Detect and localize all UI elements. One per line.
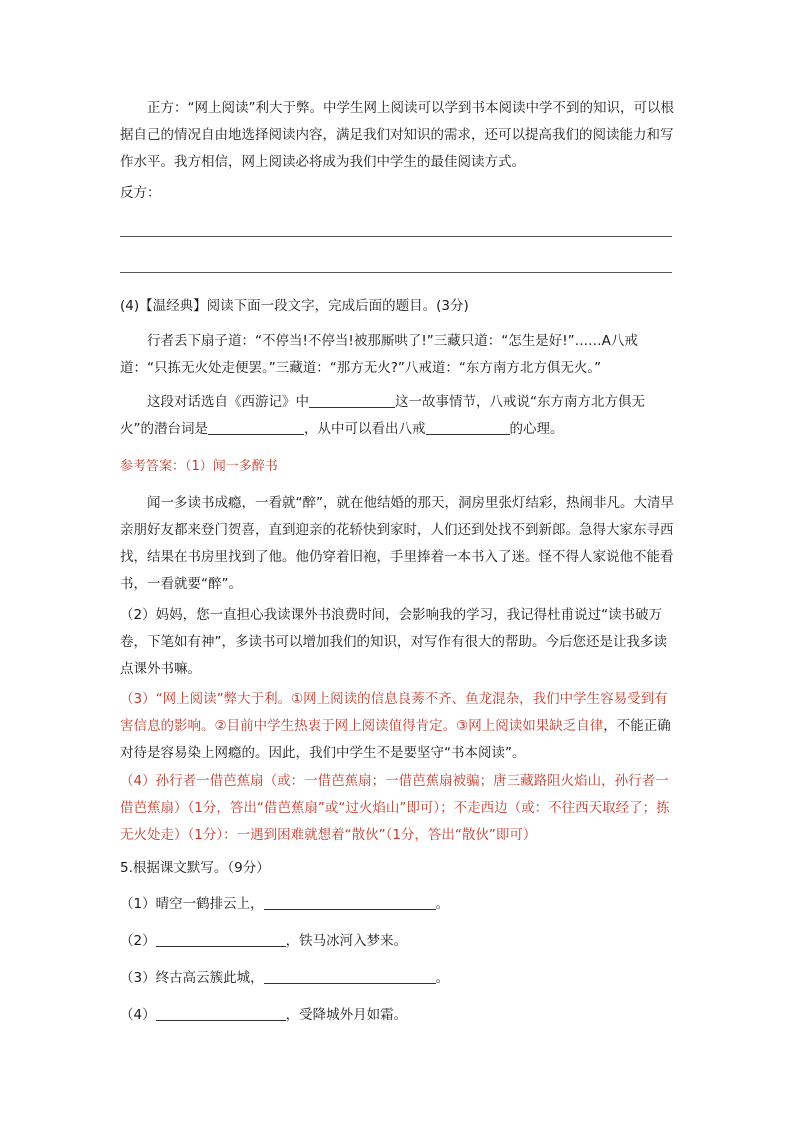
answer-2-text: （2）妈妈，您一直担心我读课外书浪费时间，会影响我的学习，我记得杜甫说过“读书破万卷，下笔如有神”，多读书可以增加我们的知识，对写作有很大的帮助。今后您还是让我多读点课外书嘛。 [120,607,667,677]
answers-label: 参考答案：（1）闻一多醉书 [120,459,278,474]
q5-item-4 [120,1002,675,1029]
answer-1-text: 闻一多读书成瘾，一看就“醉”，就在他结婚的那天，洞房里张灯结彩，热闹非凡。大清早亲朋好友都来登门贺喜，直到迎亲的花轿快到家时，人们还到处找不到新郎。急得大家东寻西找，结果在书房里找到了他。他仍穿着旧袍，手里捧着一本书入了迷。怪不得人家说他不能看书，一看就要“醉”。 [120,495,674,592]
pro-side-paragraph: 正方：“网上阅读”利大于弊。中学生网上阅读可以学到书本阅读中学不到的知识，可以根据自己的情况自由地选择阅读内容，满足我们对知识的需求，还可以提高我们的阅读能力和写作水平。我方相信，网上阅读必将成为我们中学生的最佳阅读方式。 [120,100,674,170]
q4-question-part2: 这一故事情节，八戒说“东方南方北方俱无火”的潜台词是 [120,394,645,437]
q5-blank-3[interactable] [264,969,436,984]
answer-line-2 [120,272,672,273]
q4-question-part4: 的心理。 [509,421,564,437]
q4-question [120,389,675,443]
q5-item-3-post: 。 [435,970,450,986]
blank-story[interactable] [309,393,395,408]
q5-item-2 [120,928,675,955]
q5-item-2-pre: （2） [120,933,156,949]
q5-item-3 [120,965,675,992]
q5-blank-2[interactable] [156,932,286,947]
q5-item-1-post: 。 [435,896,450,912]
answer-3-red-text: （3）“网上阅读”弊大于利。①网上阅读的信息良莠不齐、鱼龙混杂，我们中学生容易受到有害信息的影响。②目前中学生热衷于网上阅读值得肯定。③网上阅读如果缺乏自律 [120,691,668,734]
con-side-label: 反方： [120,185,161,201]
q4-heading: (4)【温经典】阅读下面一段文字，完成后面的题目。(3分) [120,298,469,314]
answer-line-1 [120,236,672,237]
q5-item-4-post: ，受降城外月如霜。 [285,1007,408,1023]
blank-subtext[interactable] [208,420,304,435]
blank-mindset[interactable] [426,420,510,435]
q4-question-part3: ，从中可以看出八戒 [304,421,426,437]
answer-3-text [120,686,675,767]
q4-passage: 行者丢下扇子道：“不停当!不停当!被那厮哄了!”三藏只道：“怎生是好!”……A八戒道：“只拣无火处走便罢。”三藏道：“那方无火?”八戒道：“东方南方北方俱无火。” [120,333,638,376]
answer-3-black-text: ，不能正确对待是容易染上网瘾的。因此，我们中学生不是要坚守“书本阅读”。 [120,718,671,761]
answer-4-text: （4）孙行者一借芭蕉扇（或：一借芭蕉扇；一借芭蕉扇被骗；唐三藏路阻火焰山，孙行者一借芭蕉扇）（1分，答出“借芭蕉扇”或“过火焰山”即可）；不走西边（或：不往西天取经了；拣无火处走）（1分）：一遇到困难就想着“散伙”（1分，答出“散伙”即可） [120,773,670,843]
q5-item-4-pre: （4） [120,1007,156,1023]
q5-blank-4[interactable] [156,1006,286,1021]
q4-question-part1: 这段对话选自《西游记》中 [147,394,309,410]
q5-heading: 5.根据课文默写。（9分） [120,860,270,876]
q5-blank-1[interactable] [264,895,436,910]
q5-item-3-pre: （3）终古高云簇此城， [120,970,264,986]
q5-item-1-pre: （1）晴空一鹤排云上， [120,896,264,912]
q5-item-1 [120,891,675,918]
q5-item-2-post: ，铁马冰河入梦来。 [285,933,408,949]
